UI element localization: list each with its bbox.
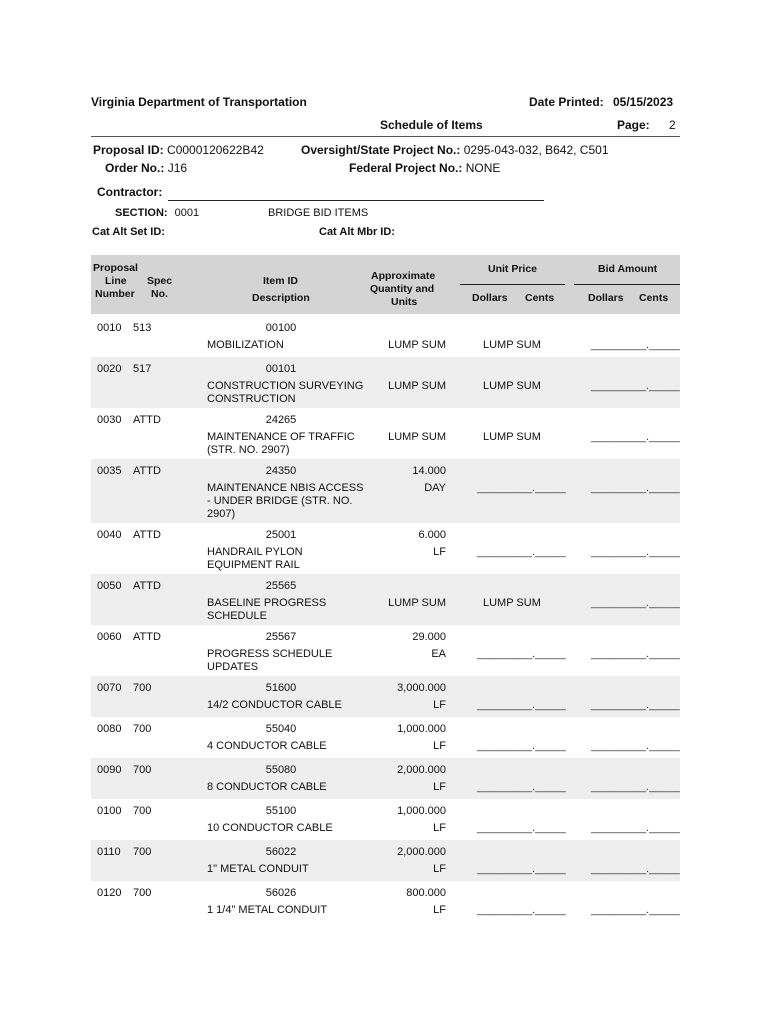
- item-id: 56022: [265, 846, 297, 858]
- col-spec: Spec: [147, 275, 173, 287]
- approx-quantity: 6.000: [418, 529, 446, 541]
- unit-price-blank[interactable]: _________._____: [477, 740, 566, 752]
- unit-price-value: LUMP SUM: [483, 431, 541, 443]
- quantity-unit: EA: [431, 648, 446, 660]
- approx-quantity: 1,000.000: [397, 723, 446, 735]
- item-description: HANDRAIL PYLON EQUIPMENT RAIL: [207, 546, 303, 571]
- federal-value: NONE: [465, 161, 501, 175]
- item-id: 00100: [265, 322, 297, 334]
- section-name: BRIDGE BID ITEMS: [268, 207, 369, 219]
- agency-name: Virginia Department of Transportation: [91, 95, 307, 109]
- item-id: 25565: [265, 580, 297, 592]
- line-number: 0070: [97, 682, 122, 694]
- section-label: SECTION:: [115, 207, 168, 219]
- quantity-unit: LUMP SUM: [388, 380, 446, 392]
- cat-alt-mbr-label: Cat Alt Mbr ID:: [319, 226, 395, 238]
- table-row: [91, 625, 680, 676]
- spec-number: 517: [133, 363, 152, 375]
- bid-amount-blank[interactable]: _________._____: [591, 597, 680, 609]
- unit-price-value: LUMP SUM: [483, 597, 541, 609]
- col-no: No.: [151, 288, 168, 300]
- col-quantity-and: Quantity and: [370, 283, 435, 295]
- oversight-value: 0295-043-032, B642, C501: [463, 143, 609, 157]
- spec-number: 700: [133, 887, 152, 899]
- order-no-label: Order No.:: [105, 161, 165, 175]
- table-row: [91, 316, 680, 357]
- item-description: 4 CONDUCTOR CABLE: [207, 740, 327, 752]
- table-row: [91, 459, 680, 523]
- item-description: MAINTENANCE OF TRAFFIC (STR. NO. 2907): [207, 431, 355, 456]
- table-row: [91, 676, 680, 717]
- quantity-unit: LF: [433, 740, 446, 752]
- table-row: [91, 523, 680, 574]
- item-description: CONSTRUCTION SURVEYING CONSTRUCTION: [207, 380, 364, 405]
- spec-number: ATTD: [133, 631, 161, 643]
- line-number: 0080: [97, 723, 122, 735]
- col-approximate: Approximate: [371, 270, 436, 282]
- quantity-unit: DAY: [424, 482, 446, 494]
- table-row: [91, 881, 680, 922]
- contractor-underline: [168, 200, 544, 201]
- schedule-title: Schedule of Items: [380, 118, 483, 132]
- approx-quantity: 14.000: [412, 465, 446, 477]
- unit-price-rule: [460, 284, 565, 285]
- item-description: MOBILIZATION: [207, 339, 284, 351]
- page-label: Page:: [617, 118, 650, 132]
- line-number: 0110: [97, 846, 121, 858]
- item-description: 14/2 CONDUCTOR CABLE: [207, 699, 342, 711]
- item-id: 24350: [265, 465, 297, 477]
- unit-price-blank[interactable]: _________._____: [477, 699, 566, 711]
- quantity-unit: LF: [433, 699, 446, 711]
- bid-amount-blank[interactable]: _________._____: [591, 904, 680, 916]
- item-id: 55100: [265, 805, 297, 817]
- unit-price-blank[interactable]: _________._____: [477, 648, 566, 660]
- col-units: Units: [391, 296, 418, 308]
- item-id: 55080: [265, 764, 297, 776]
- quantity-unit: LUMP SUM: [388, 431, 446, 443]
- item-description: 8 CONDUCTOR CABLE: [207, 781, 327, 793]
- unit-price-blank[interactable]: _________._____: [477, 904, 566, 916]
- quantity-unit: LF: [433, 863, 446, 875]
- approx-quantity: 3,000.000: [397, 682, 446, 694]
- item-id: 55040: [265, 723, 297, 735]
- quantity-unit: LUMP SUM: [388, 597, 446, 609]
- contractor-label: Contractor:: [97, 185, 163, 199]
- bid-amount-blank[interactable]: _________._____: [591, 482, 680, 494]
- approx-quantity: 1,000.000: [397, 805, 446, 817]
- proposal-id-label: Proposal ID:: [93, 143, 164, 157]
- approx-quantity: 800.000: [406, 887, 446, 899]
- table-row: [91, 717, 680, 758]
- line-number: 0050: [97, 580, 122, 592]
- item-description: 1 1/4" METAL CONDUIT: [207, 904, 328, 916]
- oversight-label: Oversight/State Project No.:: [301, 143, 461, 157]
- cat-alt-set-label: Cat Alt Set ID:: [92, 226, 165, 238]
- item-id: 25567: [265, 631, 297, 643]
- item-description: MAINTENANCE NBIS ACCESS - UNDER BRIDGE (STR. NO. 2907): [207, 482, 364, 520]
- item-id: 25001: [265, 529, 297, 541]
- bid-amount-blank[interactable]: _________._____: [591, 546, 680, 558]
- date-printed-value: 05/15/2023: [613, 95, 674, 109]
- table-row: [91, 758, 680, 799]
- bid-amount-blank[interactable]: _________._____: [591, 648, 680, 660]
- unit-price-value: LUMP SUM: [483, 339, 541, 351]
- table-row: [91, 840, 680, 881]
- unit-price-blank[interactable]: _________._____: [477, 863, 566, 875]
- spec-number: ATTD: [133, 529, 161, 541]
- bid-amount-blank[interactable]: _________._____: [591, 822, 680, 834]
- line-number: 0035: [97, 465, 122, 477]
- quantity-unit: LF: [433, 822, 446, 834]
- line-number: 0030: [97, 414, 122, 426]
- order-no-value: J16: [167, 161, 188, 175]
- line-number: 0060: [97, 631, 122, 643]
- bid-amount-blank[interactable]: _________._____: [591, 781, 680, 793]
- col-unit-price: Unit Price: [488, 263, 538, 275]
- bid-amount-blank[interactable]: _________._____: [591, 431, 680, 443]
- table-row: [91, 799, 680, 840]
- unit-price-blank[interactable]: _________._____: [477, 781, 566, 793]
- spec-number: 700: [133, 846, 152, 858]
- spec-number: 700: [133, 805, 152, 817]
- bid-amount-blank[interactable]: _________._____: [591, 339, 680, 351]
- line-number: 0040: [97, 529, 122, 541]
- unit-price-value: LUMP SUM: [483, 380, 541, 392]
- spec-number: ATTD: [133, 414, 161, 426]
- items-table-body: [91, 316, 680, 922]
- col-number: Number: [95, 288, 135, 300]
- item-description: BASELINE PROGRESS SCHEDULE: [207, 597, 327, 622]
- item-description: 10 CONDUCTOR CABLE: [207, 822, 333, 834]
- spec-number: 513: [133, 322, 152, 334]
- bid-amount-rule: [574, 284, 680, 285]
- unit-price-blank[interactable]: _________._____: [477, 546, 566, 558]
- approx-quantity: 2,000.000: [397, 764, 446, 776]
- col-description: Description: [252, 292, 310, 304]
- line-number: 0120: [97, 887, 122, 899]
- col-dollars-2: Dollars: [588, 292, 624, 304]
- col-cents-2: Cents: [639, 292, 669, 304]
- quantity-unit: LUMP SUM: [388, 339, 446, 351]
- quantity-unit: LF: [433, 546, 446, 558]
- quantity-unit: LF: [433, 781, 446, 793]
- item-description: PROGRESS SCHEDULE UPDATES: [207, 648, 333, 673]
- item-id: 00101: [265, 363, 297, 375]
- quantity-unit: LF: [433, 904, 446, 916]
- col-bid-amount: Bid Amount: [598, 263, 658, 275]
- line-number: 0090: [97, 764, 122, 776]
- item-description: 1" METAL CONDUIT: [207, 863, 309, 875]
- approx-quantity: 2,000.000: [397, 846, 446, 858]
- bid-amount-blank[interactable]: _________._____: [591, 863, 680, 875]
- line-number: 0010: [97, 322, 122, 334]
- unit-price-blank[interactable]: _________._____: [477, 482, 566, 494]
- table-row: [91, 408, 680, 459]
- section: [115, 207, 199, 219]
- proposal-id: [93, 143, 264, 157]
- page-number: 2: [669, 118, 676, 132]
- section-number: 0001: [174, 207, 200, 219]
- spec-number: 700: [133, 723, 152, 735]
- spec-number: 700: [133, 764, 152, 776]
- spec-number: ATTD: [133, 465, 161, 477]
- item-id: 56026: [265, 887, 297, 899]
- spec-number: 700: [133, 682, 152, 694]
- table-row: [91, 574, 680, 625]
- col-item-id: Item ID: [263, 275, 299, 287]
- bid-amount-blank[interactable]: _________._____: [591, 740, 680, 752]
- federal-project: [349, 161, 500, 175]
- order-no: [105, 161, 187, 175]
- line-number: 0020: [97, 363, 122, 375]
- line-number: 0100: [97, 805, 122, 817]
- bid-amount-blank[interactable]: _________._____: [591, 699, 680, 711]
- item-id: 51600: [265, 682, 297, 694]
- item-id: 24265: [265, 414, 297, 426]
- header-rule: [91, 136, 680, 137]
- table-row: [91, 357, 680, 408]
- col-cents-1: Cents: [525, 292, 555, 304]
- federal-label: Federal Project No.:: [349, 161, 463, 175]
- spec-number: ATTD: [133, 580, 161, 592]
- col-proposal: Proposal: [93, 262, 138, 274]
- bid-amount-blank[interactable]: _________._____: [591, 380, 680, 392]
- oversight-project: [301, 143, 609, 157]
- date-printed-label: Date Printed:: [529, 95, 604, 109]
- col-dollars-1: Dollars: [472, 292, 508, 304]
- proposal-id-value: C0000120622B42: [167, 143, 264, 157]
- unit-price-blank[interactable]: _________._____: [477, 822, 566, 834]
- col-line: Line: [105, 275, 127, 287]
- approx-quantity: 29.000: [412, 631, 446, 643]
